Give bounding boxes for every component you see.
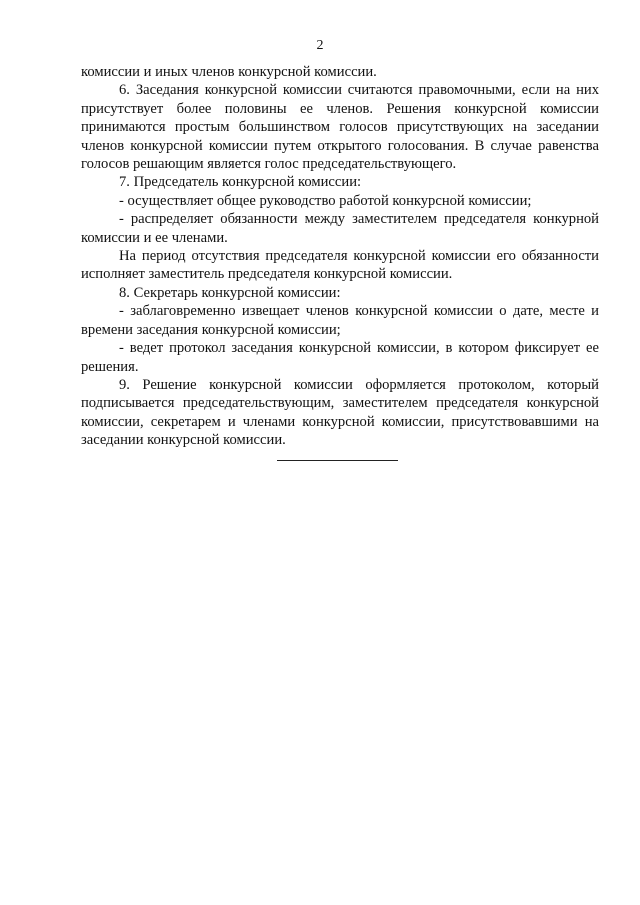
paragraph-chairman-absence: На период отсутствия председателя конкурсной комиссии его обязанности исполняет заместитель председателя конкурсной комиссии. <box>81 248 599 283</box>
document-body <box>81 63 599 450</box>
paragraph-item-8-duty-1: - заблаговременно извещает членов конкурсной комиссии о дате, месте и времени заседания конкурсной комиссии; <box>81 303 599 338</box>
page-number: 2 <box>316 38 324 53</box>
paragraph-item-8-duty-2: - ведет протокол заседания конкурсной комиссии, в котором фиксирует ее решения. <box>81 340 599 375</box>
paragraph-item-6: 6. Заседания конкурсной комиссии считаются правомочными, если на них присутствует более половины ее членов. Решения конкурсной комиссии принимаются простым большинством голосов присутствующих на заседании членов конкурсной комиссии путем открытого голосования. В случае равенства голосов решающим является голос председательствующего. <box>81 82 599 173</box>
paragraph-item-8: 8. Секретарь конкурсной комиссии: <box>119 284 341 301</box>
end-separator-line <box>277 460 398 461</box>
paragraph-item-7: 7. Председатель конкурсной комиссии: <box>119 174 362 191</box>
paragraph-item-9: 9. Решение конкурсной комиссии оформляется протоколом, который подписывается председательствующим, заместителем председателя конкурсной комиссии, секретарем и членами конкурсной комиссии, присутствовавшими на заседании конкурсной комиссии. <box>81 376 599 449</box>
paragraph-item-7-duty-1: - осуществляет общее руководство работой конкурсной комиссии; <box>119 192 532 209</box>
paragraph-continuation: комиссии и иных членов конкурсной комиссии. <box>81 64 377 80</box>
paragraph-item-7-duty-2: - распределяет обязанности между заместителем председателя конкурной комиссии и ее членами. <box>81 211 599 246</box>
